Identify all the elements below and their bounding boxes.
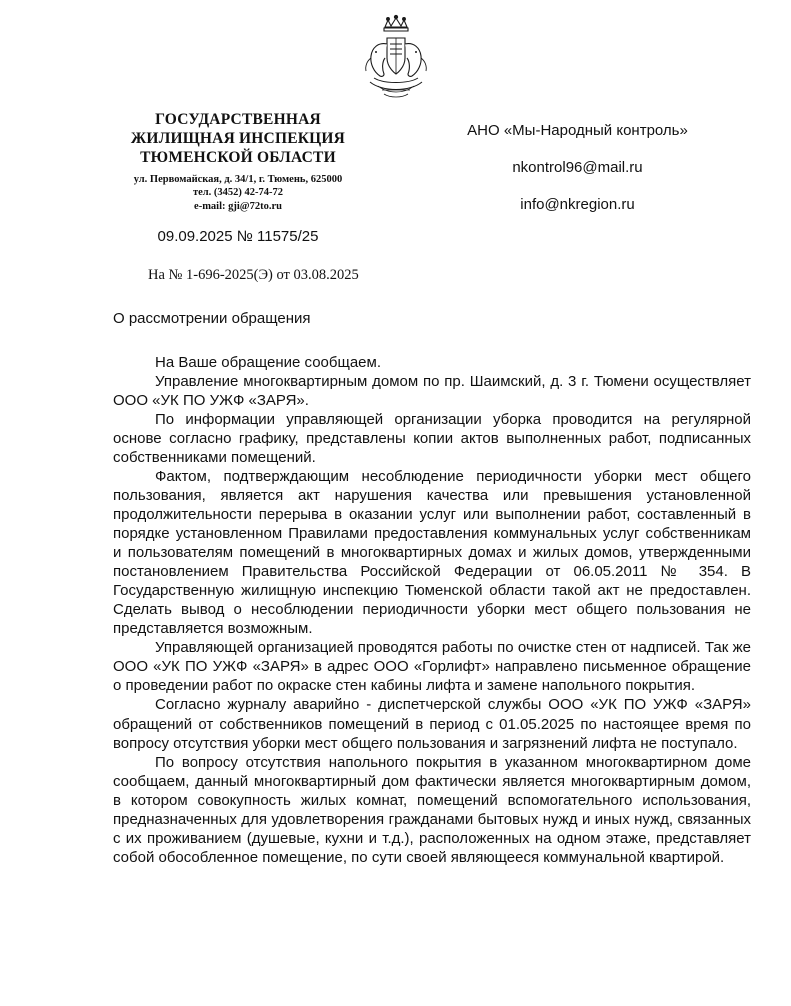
organization-email: e-mail: gji@72to.ru (194, 201, 282, 212)
document-number: 09.09.2025 № 11575/25 (157, 227, 319, 245)
addressee-block (400, 111, 755, 212)
document-body (0, 353, 791, 867)
addressee-name: АНО «Мы-Народный контроль» (467, 122, 688, 139)
addressee-email-primary: nkontrol96@mail.ru (512, 159, 643, 176)
organization-name-line-2: ЖИЛИЩНАЯ ИНСПЕКЦИЯ (130, 129, 346, 147)
organization-address: ул. Первомайская, д. 34/1, г. Тюмень, 625000 (133, 173, 343, 185)
organization-contacts (76, 173, 400, 214)
document-header (0, 0, 791, 327)
emblem-container (0, 14, 791, 105)
body-paragraph: По информации управляющей организации уборка проводится на регулярной основе согласно графику, представлены копии актов выполненных работ, подписанных собственниками помещений. (113, 410, 751, 466)
organization-name (76, 111, 400, 168)
body-paragraph: Управление многоквартирным домом по пр. Шаимский, д. 3 г. Тюмени осуществляет ООО «УК ПО УЖФ «ЗАРЯ». (113, 372, 751, 409)
tyumen-region-coat-of-arms-icon (354, 14, 438, 100)
document-subject: О рассмотрении обращения (113, 309, 311, 327)
body-paragraph: Управляющей организацией проводятся работы по очистке стен от надписей. Так же ООО «УК ПО УЖФ «ЗАРЯ» в адрес ООО «Горлифт» направлено письменное обращение о проведении работ по окраске стен кабины лифта и замене напольного покрытия. (113, 639, 751, 695)
organization-phone: тел. (3452) 42-74-72 (192, 187, 284, 199)
body-paragraph: Согласно журналу аварийно - диспетчерской службы ООО «УК ПО УЖФ «ЗАРЯ» обращений от собственников помещений в период с 01.05.2025 по настоящее время по вопросу отсутствия уборки мест общего пользования и загрязнений лифта не поступало. (113, 696, 751, 752)
body-paragraph: Фактом, подтверждающим несоблюдение периодичности уборки мест общего пользования, является акт нарушения качества или превышения установленной продолжительности перерыва в оказании услуг или выполнении работ, составленный в порядке установленном Правилами предоставления коммунальных услуг собственникам и пользователям помещений в многоквартирных домах и жилых домов, утвержденными постановлением Правительства Российской Федерации от 06.05.2011 № 354. В Государственную жилищную инспекцию Тюменской области такой акт не предоставлен. Сделать вывод о несоблюдении периодичности уборки мест общего пользования не представляется возможным. (113, 467, 751, 638)
sender-block (40, 111, 400, 214)
reply-reference: На № 1-696-2025(Э) от 03.08.2025 (148, 266, 359, 283)
organization-name-line-3: ТЮМЕНСКОЙ ОБЛАСТИ (140, 148, 336, 166)
doc-number-row (0, 214, 791, 245)
body-paragraph: По вопросу отсутствия напольного покрытия в указанном многоквартирном доме сообщаем, данный многоквартирный дом фактически является многоквартирным домом, в котором совокупность жилых комнат, помещений вспомогательного использования, предназначенных для удовлетворения гражданами бытовых нужд и иных нужд, связанных с их проживанием (душевые, кухни и т.д.), расположенных на одном этаже, представляет собой обособленное помещение, по сути своей являющееся коммунальной квартирой. (113, 753, 751, 866)
addressee-email-secondary: info@nkregion.ru (520, 196, 635, 213)
body-paragraph: На Ваше обращение сообщаем. (155, 353, 381, 371)
organization-name-line-1: ГОСУДАРСТВЕННАЯ (155, 111, 321, 128)
header-columns (0, 111, 791, 214)
